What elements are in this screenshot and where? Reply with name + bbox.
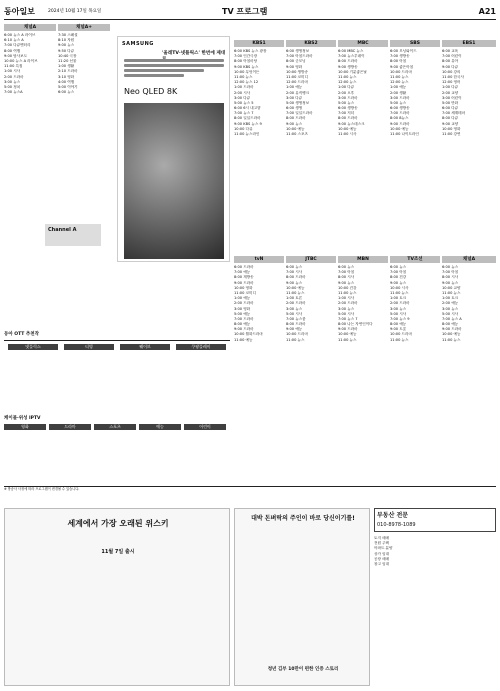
program-row: 7:30 스페셜 [58, 33, 78, 37]
iptv-head-4: 예능 [139, 424, 181, 430]
program-row: 10:00 월화드라마 [234, 332, 263, 337]
program-row: 8:00 드라마 [286, 275, 306, 280]
program-row: 8:00 시사 [442, 275, 459, 280]
program-row: 9:00 KBS 뉴스 [234, 64, 259, 69]
program-row: 9:00 뉴스 [338, 280, 355, 285]
program-row: 8:00 예능 [442, 322, 459, 327]
footer-note [4, 486, 496, 502]
footer-text: ※ 방송사 사정에 따라 프로그램이 변경될 수 있습니다. [4, 487, 80, 491]
program-row: 9:00 드라마 [442, 327, 462, 332]
program-row: 7:00 뉴스 7 [338, 316, 358, 321]
program-row: 1:00 드라마 [234, 85, 254, 90]
iptv-head-2: 드라마 [49, 424, 91, 430]
program-row: 11:00 뉴스 [390, 74, 409, 79]
iptv-head-5: 어린이 [184, 424, 226, 430]
program-row: 1:00 토론 [286, 296, 303, 301]
program-row: 2:10 드라마 [58, 69, 78, 74]
schedule-left-2 [58, 33, 110, 323]
channel-head-bottom-1: tvN [234, 256, 284, 263]
program-row: 10:00 예능 [442, 332, 461, 337]
program-row: 7:00 저녁 [338, 111, 355, 116]
program-row: 9:00 다큐 [442, 64, 459, 69]
program-row: 7:00 어린이 [442, 54, 462, 59]
program-row: 11:00 뉴스 [234, 74, 253, 79]
masthead-logo: 동아일보 [4, 7, 35, 16]
program-row: 2:00 뮤직뱅크 [286, 90, 310, 95]
program-row: 11:00 뉴스 [338, 337, 357, 342]
program-row: 6:00 뉴스 [58, 90, 75, 95]
program-row: 6:00 뉴스 [442, 265, 459, 269]
program-row: 7:00 뉴스 7 [234, 111, 254, 116]
program-row: 11:00 뉴스 [442, 337, 461, 342]
program-row: 2:00 예능 [442, 301, 459, 306]
program-row: 아파트 분양 [374, 546, 393, 551]
program-row: 11:00 뉴스라인 [234, 132, 260, 136]
program-row: 6:00 MBC 뉴스 [338, 49, 364, 53]
program-row: 9:00 드라마 [234, 280, 254, 285]
program-row: 10:00 시사 [390, 285, 409, 290]
ad-headline: '올레TV·넷플릭스' 한번에 제대 [162, 51, 226, 56]
classified-title: 부동산 전문 [377, 512, 409, 519]
program-row: 전원 주택 [374, 541, 390, 546]
schedule-bottom-5 [442, 265, 496, 483]
program-row: 5:00 예능 [234, 311, 251, 316]
ad-copy-text [124, 59, 224, 83]
program-row: 8:00 일일드라마 [234, 116, 261, 121]
program-row: 1:00 시사 [4, 69, 21, 74]
program-row: 11:00 뉴스 [390, 290, 409, 295]
issue-date: 2024년 10월 17일 목요일 [48, 9, 102, 14]
program-row: 3:00 뉴스 [338, 306, 355, 311]
program-row: 10:40 극장 [58, 53, 77, 58]
program-row: 상가 임대 [374, 551, 390, 556]
program-row: 6:00 뉴스 [286, 265, 303, 269]
program-row: 1:00 예능 [234, 296, 251, 301]
program-row: 9:00 뉴스 [390, 280, 407, 285]
whisky-ad-headline: 세계에서 가장 오래된 위스키 [67, 519, 169, 528]
whisky-ad-sub: 11월 7일 출시 [101, 549, 135, 555]
program-row: 8:00 아침 [390, 59, 407, 64]
program-row: 7:00 아침 [390, 270, 407, 275]
program-row: 9:50 다큐 [58, 48, 75, 53]
program-row: 1:00 토크 [390, 296, 407, 301]
program-row: 11:00 예능 [234, 337, 253, 342]
program-row: 5:00 시사 [390, 311, 407, 316]
program-row: 9:00 뉴스 [286, 280, 303, 285]
channel-a-logo: Channel A [48, 227, 77, 233]
tv-product-image [124, 103, 224, 259]
program-row: 7:00 드라마 [390, 111, 410, 116]
program-row: 6:00 교육 [442, 49, 459, 53]
classified-head [374, 508, 496, 532]
program-row: 8:00 굿모닝 [286, 59, 306, 64]
program-row: 3:00 어린이 [442, 95, 462, 100]
program-row: 6:00 뉴스 A 라이브 [4, 33, 36, 37]
program-row: 5:00 뉴스 [390, 100, 407, 105]
samsung-logo: SAMSUNG [122, 41, 154, 47]
program-row: 5:00 이야기 [58, 84, 78, 89]
program-row: 11:00 시사 [338, 132, 357, 136]
program-row: 11:00 뉴스 [338, 74, 357, 79]
schedule-bottom-3 [338, 265, 388, 483]
program-row: 7:00 뉴스투데이 [338, 54, 365, 59]
program-row: 11:00 나이트라인 [390, 132, 419, 136]
program-row: 10:00 교양 [442, 285, 461, 290]
program-row: 8:00 8뉴스 [390, 116, 409, 121]
lottery-ad-sub: 청년 김부 10만이 편한 인증 스토리 [267, 667, 339, 672]
channel-head-top-4: SBS [390, 40, 440, 47]
ad-product-name: Neo QLED 8K [124, 87, 178, 96]
program-row: 8:00 여행 [4, 48, 21, 53]
program-row: 2:00 드라마 [286, 301, 306, 306]
program-row: 7:00 시사 [286, 270, 303, 275]
program-row: 8:00 드라마 [338, 116, 358, 121]
program-row: 11:00 뉴스 [390, 337, 409, 342]
program-row: 10:00 영화 [442, 126, 461, 131]
program-row: 11:00 강연 [442, 132, 461, 136]
channel-head-bottom-3: MBN [338, 256, 388, 263]
classified-list [374, 536, 496, 686]
program-row: 7:00 인간극장 [234, 54, 258, 59]
program-row: 6:00 생방송 [338, 106, 358, 111]
program-row: 7:00 뉴스룸 [286, 316, 306, 321]
program-row: 10:00 드라마 [390, 332, 412, 337]
program-row: 7:00 아침 [338, 270, 355, 275]
program-row: 6:00 6시 내고향 [234, 106, 261, 111]
channel-head-bottom-2: JTBC [286, 256, 336, 263]
page-number: A21 [478, 7, 496, 16]
program-row: 10:00 드라마 [390, 69, 412, 74]
program-row: 10:00 건강 [338, 285, 357, 290]
program-row: 1:00 시사 [338, 296, 355, 301]
program-row: 2:00 시사 [234, 90, 251, 95]
channel-head-left-2: 채널A+ [58, 24, 110, 31]
program-row: 6:00 생생정보 [286, 49, 310, 53]
program-row: 8:10 자원 [58, 38, 75, 43]
program-row: 5:00 시사 [338, 311, 355, 316]
program-row: 3:00 뉴스 [286, 306, 303, 311]
program-row: 10:00 예능 [286, 285, 305, 290]
program-row: 6:00 드라마 [234, 265, 254, 269]
schedule-bottom-4 [390, 265, 440, 483]
program-row: 토지 매매 [374, 536, 390, 540]
program-row: 7:00 세계테마 [442, 111, 466, 116]
ott-head-1: 넷플릭스 [8, 344, 58, 350]
iptv-section-title: 케이블·위성 IPTV [4, 416, 41, 421]
program-row: 9:00 교양 [442, 121, 459, 126]
program-row: 3:00 뉴스 [442, 306, 459, 311]
program-row: 10:00 예능 [286, 126, 305, 131]
program-row: 창고 임대 [374, 561, 390, 566]
program-row: 6:00 뉴스 [338, 265, 355, 269]
channel-head-bottom-5: 채널A [442, 256, 496, 263]
program-row: 공장 매매 [374, 556, 390, 561]
program-row: 9:00 드라마 [338, 327, 358, 332]
program-row: 9:00 뉴스 [58, 43, 75, 48]
program-row: 12:00 뉴스 [338, 80, 357, 85]
program-row: 6:10 뉴스 A [4, 38, 24, 43]
program-row: 12:00 뉴스 [390, 80, 409, 85]
program-row: 6:00 다큐 [442, 106, 459, 111]
program-row: 11:00 특집 [4, 64, 23, 69]
schedule-top-3 [338, 49, 388, 249]
channel-head-left-1: 채널A [4, 24, 56, 31]
program-row: 10:00 기분좋은날 [338, 69, 367, 74]
program-row: 8:00 예능 [234, 322, 251, 327]
program-row: 9:00 뉴스 [286, 121, 303, 126]
program-row: 8:00 아침마당 [234, 59, 258, 64]
program-row: 8:00 예능 [390, 322, 407, 327]
schedule-top-1 [234, 49, 284, 249]
program-row: 8:00 재방송 [234, 275, 254, 280]
section-title: TV 프로그램 [222, 7, 268, 16]
page-header [4, 6, 496, 20]
program-row: 5:00 뉴스 5 [234, 100, 254, 105]
program-row: 11:00 뉴스 [286, 337, 305, 342]
program-row: 1:00 생활 [58, 64, 75, 69]
program-row: 5:00 정치 [4, 84, 21, 89]
program-row: 5:00 만화 [442, 100, 459, 105]
program-row: 8:00 드라마 [286, 322, 306, 327]
program-row: 6:00 모닝와이드 [390, 49, 417, 53]
program-row: 10:00 예능 [338, 126, 357, 131]
program-row: 7:00 다큐멘터리 [4, 43, 31, 48]
program-row: 11:00 뉴스 [338, 290, 357, 295]
program-row: 2:00 오후 [338, 90, 355, 95]
program-row: 9:00 뉴스데스크 [338, 121, 365, 126]
program-row: 2:00 드라마 [234, 301, 254, 306]
program-row: 7:00 뉴스A [4, 90, 23, 95]
schedule-bottom-1 [234, 265, 284, 483]
program-row: 11:00 코미디 [234, 290, 256, 295]
whisky-ad [4, 508, 230, 686]
iptv-head-1: 영화 [4, 424, 46, 430]
program-row: 5:00 시사 [286, 311, 303, 316]
program-row: 11:00 코미디 [286, 74, 308, 79]
program-row: 9:00 좋은아침 [390, 64, 414, 69]
ott-grid [4, 340, 230, 410]
program-row: 9:00 영화 [286, 64, 303, 69]
program-row: 10:00 예능 [338, 332, 357, 337]
schedule-top-5 [442, 49, 496, 249]
program-row: 5:00 뉴스 [338, 100, 355, 105]
ott-section-title: 동아 OTT 추천작 [4, 332, 39, 337]
program-row: 12:00 드라마 [286, 80, 308, 85]
program-row: 2:00 드라마 [4, 74, 24, 79]
program-row: 8:00 유아 [442, 59, 459, 64]
program-row: 12:00 영어 [442, 80, 461, 85]
samsung-ad [117, 36, 230, 262]
program-row: 3:10 영화 [58, 74, 75, 79]
program-row: 8:00 나는 자연인이다 [338, 322, 373, 327]
program-row: 10:00 무엇이든 [234, 69, 260, 74]
schedule-top-4 [390, 49, 440, 249]
program-row: 9:00 뉴스 [442, 280, 459, 285]
program-row: 1:00 예능 [286, 85, 303, 90]
classified-phone: 010-8978-1089 [377, 522, 416, 528]
program-row: 8:00 다큐 [442, 116, 459, 121]
program-row: 3:00 영화 [234, 306, 251, 311]
program-row: 7:00 아침 [442, 270, 459, 275]
program-row: 9:00 트롯 [390, 327, 407, 332]
program-row: 11:20 선물 [58, 58, 77, 63]
program-row: 6:00 생방송 [390, 106, 410, 111]
program-row: 3:00 다큐 [286, 95, 303, 100]
program-row: 10:00 다큐 [234, 126, 253, 131]
channel-head-top-1: KBS1 [234, 40, 284, 47]
program-row: 1:00 예능 [390, 85, 407, 90]
program-row: 9:00 탐사보도 [4, 53, 28, 58]
program-row: 11:00 뉴스 [442, 290, 461, 295]
program-row: 5:00 생생정보 [286, 100, 310, 105]
iptv-head-3: 스포츠 [94, 424, 136, 430]
program-row: 8:00 드라마 [338, 59, 358, 64]
program-row: 10:00 예능 [390, 126, 409, 131]
program-row: 10:00 뉴스 A 라이브 [4, 58, 38, 63]
program-row: 3:00 뉴스 [390, 306, 407, 311]
channel-head-top-3: MBC [338, 40, 388, 47]
channel-head-bottom-4: TV조선 [390, 256, 440, 263]
program-row: 11:00 스포츠 [286, 132, 308, 136]
program-row: 11:00 한국사 [442, 74, 464, 79]
program-row: 7:00 일일드라마 [286, 111, 313, 116]
program-row: 6:00 생생 [286, 106, 303, 111]
program-row: 7:00 뉴스 9 [390, 316, 410, 321]
program-row: 4:00 여행 [58, 79, 75, 84]
program-row: 9:00 예능 [286, 327, 303, 332]
program-row: 11:00 뉴스 [286, 290, 305, 295]
program-row: 2:00 드라마 [338, 301, 358, 306]
channel-a-promo [45, 224, 101, 246]
schedule-bottom-2 [286, 265, 336, 483]
program-row: 12:00 뉴스 12 [234, 80, 259, 85]
program-row: 7:00 생방송 [390, 54, 410, 59]
channel-head-top-2: KBS2 [286, 40, 336, 47]
program-row: 8:00 드라마 [286, 116, 306, 121]
program-row: 10:00 영화 [234, 285, 253, 290]
program-row: 7:00 뉴스 A [442, 316, 462, 321]
program-row: 3:00 드라마 [390, 95, 410, 100]
program-row: 10:00 생방송 [286, 69, 308, 74]
program-row: 2:00 생활 [390, 90, 407, 95]
program-row: 2:00 교양 [442, 90, 459, 95]
program-row: 3:00 뉴스 [4, 79, 21, 84]
program-row: 9:00 생방송 [338, 64, 358, 69]
program-row: 9:00 KBS 뉴스 9 [234, 121, 262, 126]
program-row: 5:00 시사 [442, 311, 459, 316]
program-row: 1:00 다큐 [338, 85, 355, 90]
program-row: 9:00 드라마 [234, 327, 254, 332]
program-row: 6:00 KBS 뉴스 광장 [234, 49, 267, 53]
program-row: 7:00 아침드라마 [286, 54, 313, 59]
ott-head-3: 웨이브 [120, 344, 170, 350]
ott-head-2: 티빙 [64, 344, 114, 350]
program-row: 10:00 강의 [442, 69, 461, 74]
ott-head-4: 쿠팡플레이 [176, 344, 226, 350]
schedule-left-1 [4, 33, 56, 323]
lottery-ad [234, 508, 370, 686]
program-row: 8:00 시사 [338, 275, 355, 280]
classified-ads [374, 508, 496, 686]
program-row: 7:00 예능 [234, 270, 251, 275]
program-row: 8:00 건강 [390, 275, 407, 280]
program-row: 1:00 다큐 [442, 85, 459, 90]
program-row: 3:00 드라마 [338, 95, 358, 100]
program-row: 1:00 토크 [442, 296, 459, 301]
schedule-top-2 [286, 49, 336, 249]
lottery-ad-headline: 대박 돈벼락의 주인이 바로 당신이기를! [251, 515, 355, 522]
channel-head-top-5: EBS1 [442, 40, 496, 47]
program-row: 2:00 드라마 [390, 301, 410, 306]
program-row: 10:00 드라마 [286, 332, 308, 337]
program-row: 7:00 드라마 [234, 316, 254, 321]
program-row: 3:00 다큐 [234, 95, 251, 100]
program-row: 6:00 뉴스 [390, 265, 407, 269]
program-row: 9:00 드라마 [390, 121, 410, 126]
